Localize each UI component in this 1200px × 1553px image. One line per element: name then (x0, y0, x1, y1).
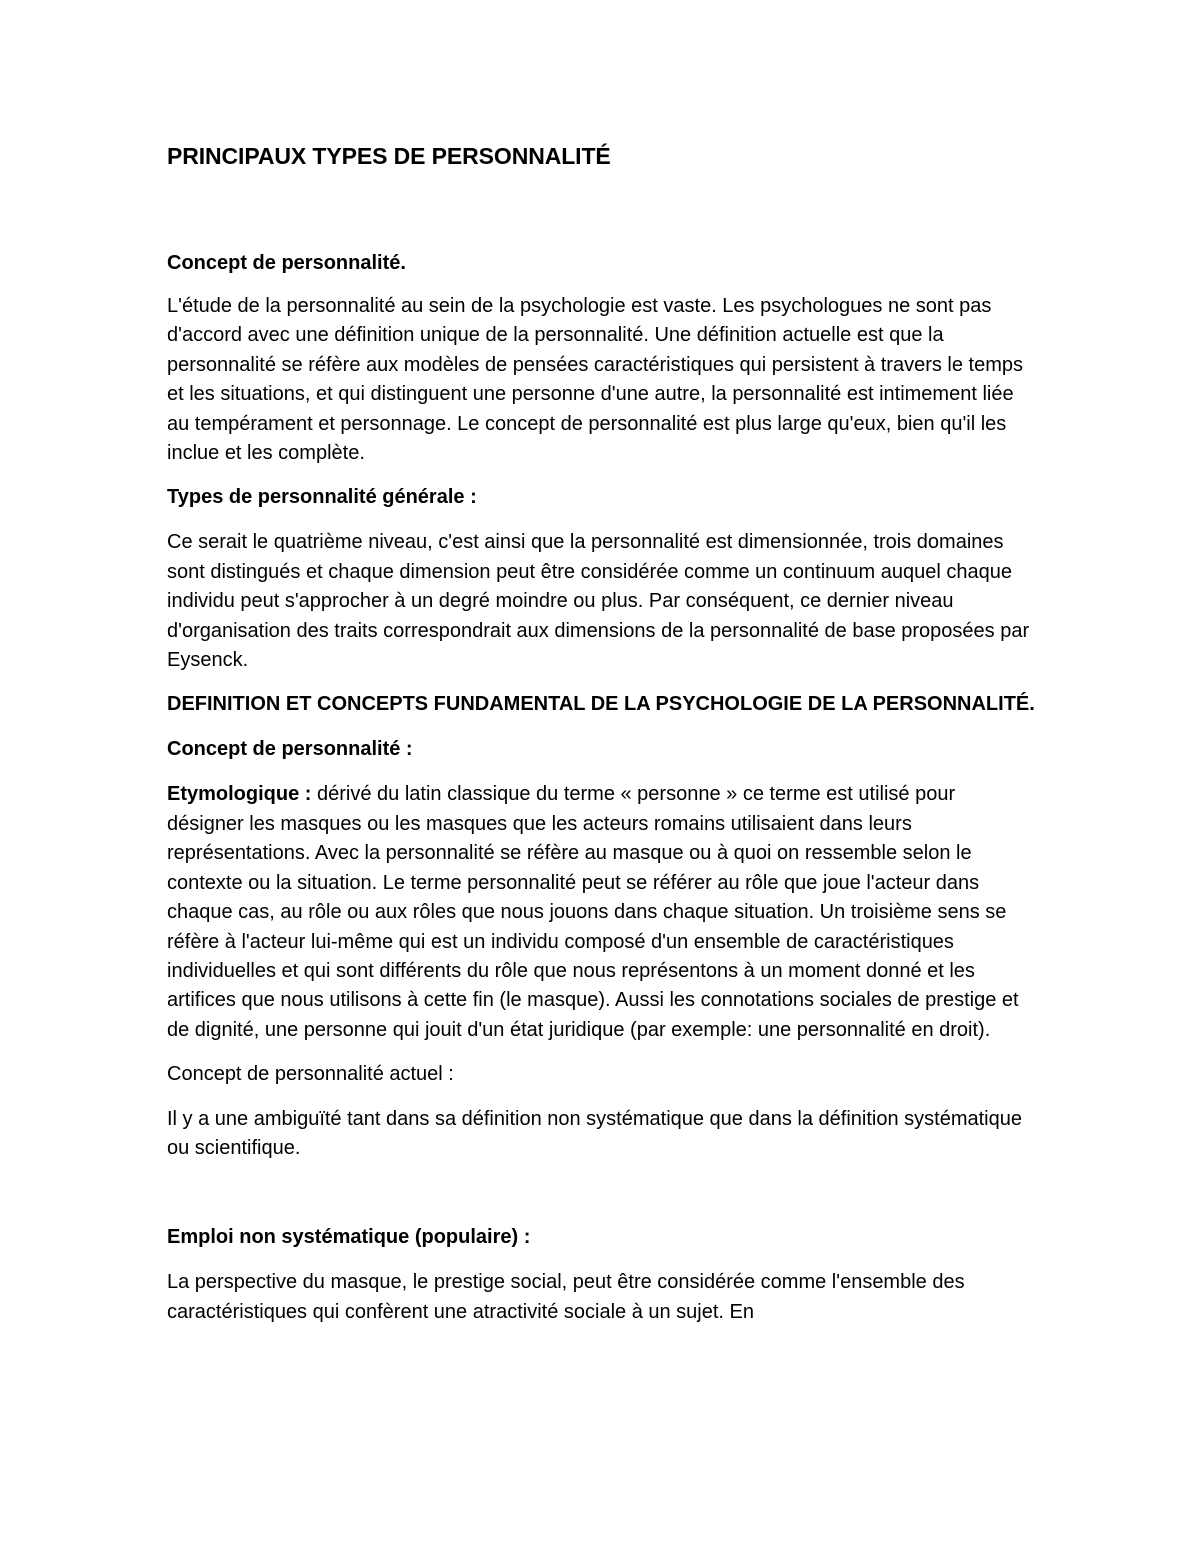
document-page (167, 140, 1037, 1327)
etymology-text: dérivé du latin classique du terme « personne » ce terme est utilisé pour désigner les masques ou les masques que les acteurs romains utilisaient dans leurs représentations. Avec la personnalité se réfère au masque ou à quoi on ressemble selon le contexte ou la situation. Le terme personnalité peut se référer au rôle que joue l'acteur dans chaque cas, au rôle ou aux rôles que nous jouons dans chaque situation. Un troisième sens se réfère à l'acteur lui-même qui est un individu composé d'un ensemble de caractéristiques individuelles et qui sont différents du rôle que nous représentons à un moment donné et les artifices que nous utilisons à cette fin (le masque). Aussi les connotations sociales de prestige et de dignité, une personne qui jouit d'un état juridique (par exemple: une personnalité en droit). (167, 783, 1019, 1041)
paragraph-etymology (167, 780, 1037, 1045)
document-title: PRINCIPAUX TYPES DE PERSONNALITÉ (167, 143, 611, 169)
etymology-label: Etymologique : (167, 783, 312, 806)
section-heading-definition: DEFINITION ET CONCEPTS FUNDAMENTAL DE LA PSYCHOLOGIE DE LA PERSONNALITÉ. (167, 693, 1035, 716)
section-heading-popular: Emploi non systématique (populaire) : (167, 1226, 531, 1249)
section-heading-concept-2: Concept de personnalité : (167, 738, 413, 761)
paragraph-types: Ce serait le quatrième niveau, c'est ainsi que la personnalité est dimensionnée, trois domaines sont distingués et chaque dimension peut être considérée comme un continuum auquel chaque individu peut s'approcher à un degré moindre ou plus. Par conséquent, ce dernier niveau d'organisation des traits correspondrait aux dimensions de la personnalité de base proposées par Eysenck. (167, 531, 1030, 672)
paragraph-popular: La perspective du masque, le prestige social, peut être considérée comme l'ensemble des caractéristiques qui confèrent une atractivité sociale à un sujet. En (167, 1271, 965, 1323)
paragraph-current-concept: Concept de personnalité actuel : (167, 1063, 454, 1086)
section-heading-concept: Concept de personnalité. (167, 252, 406, 274)
paragraph-ambiguity: Il y a une ambiguïté tant dans sa définition non systématique que dans la définition systématique ou scientifique. (167, 1107, 1022, 1159)
section-heading-types: Types de personnalité générale : (167, 486, 477, 509)
paragraph-concept: L'étude de la personnalité au sein de la psychologie est vaste. Les psychologues ne sont pas d'accord avec une définition unique de la personnalité. Une définition actuelle est que la personnalité se réfère aux modèles de pensées caractéristiques qui persistent à travers le temps et les situations, et qui distinguent une personne d'une autre, la personnalité est intimement liée au tempérament et personnage. Le concept de personnalité est plus large qu'eux, bien qu'il les inclue et les complète. (167, 295, 1024, 465)
